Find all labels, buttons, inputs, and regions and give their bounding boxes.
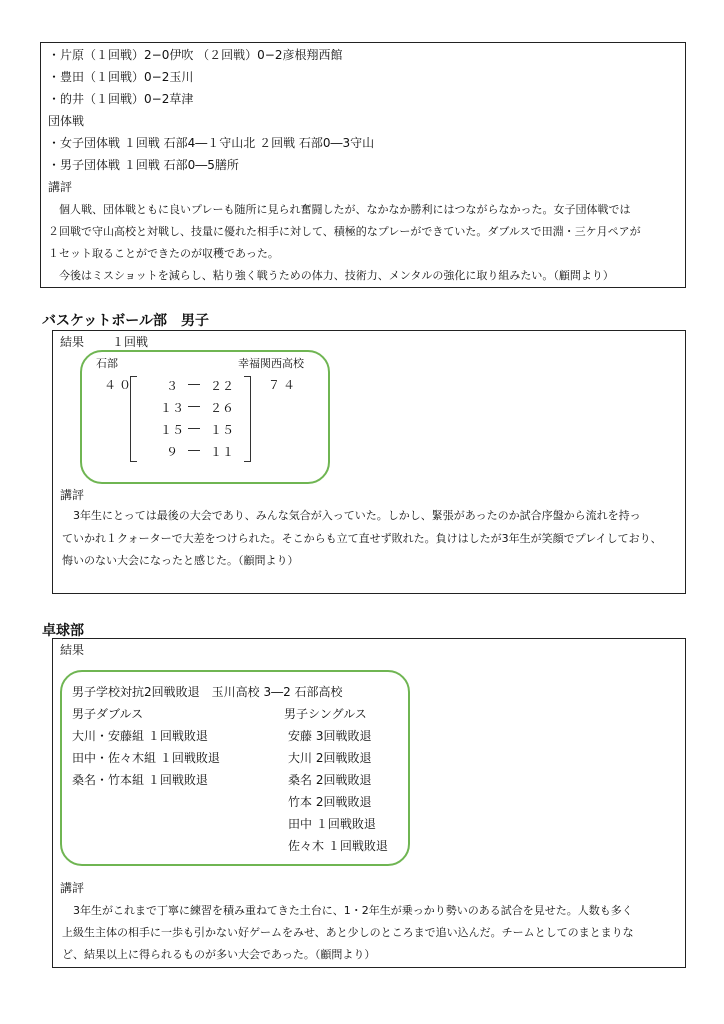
top-line-7: 講評 xyxy=(48,180,73,194)
q1-away: ２２ xyxy=(210,379,235,393)
singles-5: 田中 １回戦敗退 xyxy=(288,817,376,831)
home-total: ４０ xyxy=(104,378,135,392)
away-team: 幸福関西高校 xyxy=(238,357,304,370)
top-line-6: ・男子団体戦 １回戦 石部0―5膳所 xyxy=(48,158,239,172)
basketball-review-label: 講評 xyxy=(60,488,85,502)
basketball-round: １回戦 xyxy=(112,335,149,349)
q2-away: ２６ xyxy=(210,401,235,415)
doubles-1: 大川・安藤組 １回戦敗退 xyxy=(72,729,208,743)
top-line-4: 団体戦 xyxy=(48,114,85,128)
away-total: ７４ xyxy=(268,378,299,392)
top-line-3: ・的井（１回戦）0−2草津 xyxy=(48,92,194,106)
score-left-bracket xyxy=(130,376,137,462)
tabletennis-result-label: 結果 xyxy=(60,643,85,657)
doubles-label: 男子ダブルス xyxy=(72,707,144,721)
doubles-3: 桑名・竹本組 １回戦敗退 xyxy=(72,773,208,787)
basketball-review-2: ていかれ１クォーターで大差をつけられた。そこからも立て直せず敗れた。負けはしたが3年生が笑顔でプレイしており、 xyxy=(62,532,662,545)
singles-3: 桑名 2回戦敗退 xyxy=(288,773,372,787)
q4-away: １１ xyxy=(210,445,235,459)
tabletennis-review-label: 講評 xyxy=(60,881,85,895)
singles-2: 大川 2回戦敗退 xyxy=(288,751,372,765)
top-line-8: 個人戦、団体戦ともに良いプレーも随所に見られ奮闘したが、なかなか勝利にはつながらなかった。女子団体戦では xyxy=(48,203,631,216)
q2-home: １３ xyxy=(160,401,185,415)
q3-away: １５ xyxy=(210,423,235,437)
tabletennis-review-2: 上級生主体の相手に一歩も引かない好ゲームをみせ、あと少しのところまで追い込んだ。チームとしてのまとまりな xyxy=(62,926,634,939)
q1-dash: ― xyxy=(188,377,200,391)
tabletennis-heading: 卓球部 xyxy=(42,623,84,639)
q3-dash: ― xyxy=(188,421,200,435)
basketball-result-label: 結果 xyxy=(60,335,85,349)
q4-home: ９ xyxy=(165,445,178,459)
score-right-bracket xyxy=(244,376,251,462)
top-line-9: ２回戦で守山高校と対戦し、技量に優れた相手に対して、積極的なプレーができていた。ダブルスで田淵・三ケ月ペアが xyxy=(48,225,641,238)
top-line-10: １セット取ることができたのが収穫であった。 xyxy=(48,247,279,260)
top-line-2: ・豊田（１回戦）0−2玉川 xyxy=(48,70,194,84)
basketball-review-1: 3年生にとっては最後の大会であり、みんな気合が入っていた。しかし、緊張があったのか試合序盤から流れを持っ xyxy=(62,509,641,522)
singles-label: 男子シングルス xyxy=(284,707,367,721)
tabletennis-review-3: ど、結果以上に得られるものが多い大会であった。（顧問より） xyxy=(62,948,376,961)
q2-dash: ― xyxy=(188,399,200,413)
top-line-11: 今後はミスショットを減らし、粘り強く戦うための体力、技術力、メンタルの強化に取り組みたい。（顧問より） xyxy=(48,269,614,282)
q4-dash: ― xyxy=(188,443,200,457)
singles-1: 安藤 3回戦敗退 xyxy=(288,729,372,743)
top-line-5: ・女子団体戦 １回戦 石部4―１守山北 ２回戦 石部0―3守山 xyxy=(48,136,375,150)
team-result: 男子学校対抗2回戦敗退 玉川高校 3―2 石部高校 xyxy=(72,685,343,699)
q3-home: １５ xyxy=(160,423,185,437)
singles-6: 佐々木 １回戦敗退 xyxy=(288,839,388,853)
tabletennis-review-1: 3年生がこれまで丁寧に練習を積み重ねてきた土台に、1・2年生が乗っかり勢いのある試合を見せた。人数も多く xyxy=(62,904,633,917)
singles-4: 竹本 2回戦敗退 xyxy=(288,795,372,809)
top-line-1: ・片原（１回戦）2−0伊吹 （２回戦）0−2彦根翔西館 xyxy=(48,48,343,62)
basketball-review-3: 悔いのない大会になったと感じた。（顧問より） xyxy=(62,554,299,567)
basketball-heading: バスケットボール部 男子 xyxy=(42,313,210,329)
doubles-2: 田中・佐々木組 １回戦敗退 xyxy=(72,751,220,765)
home-team: 石部 xyxy=(96,357,118,370)
q1-home: ３ xyxy=(165,379,178,393)
